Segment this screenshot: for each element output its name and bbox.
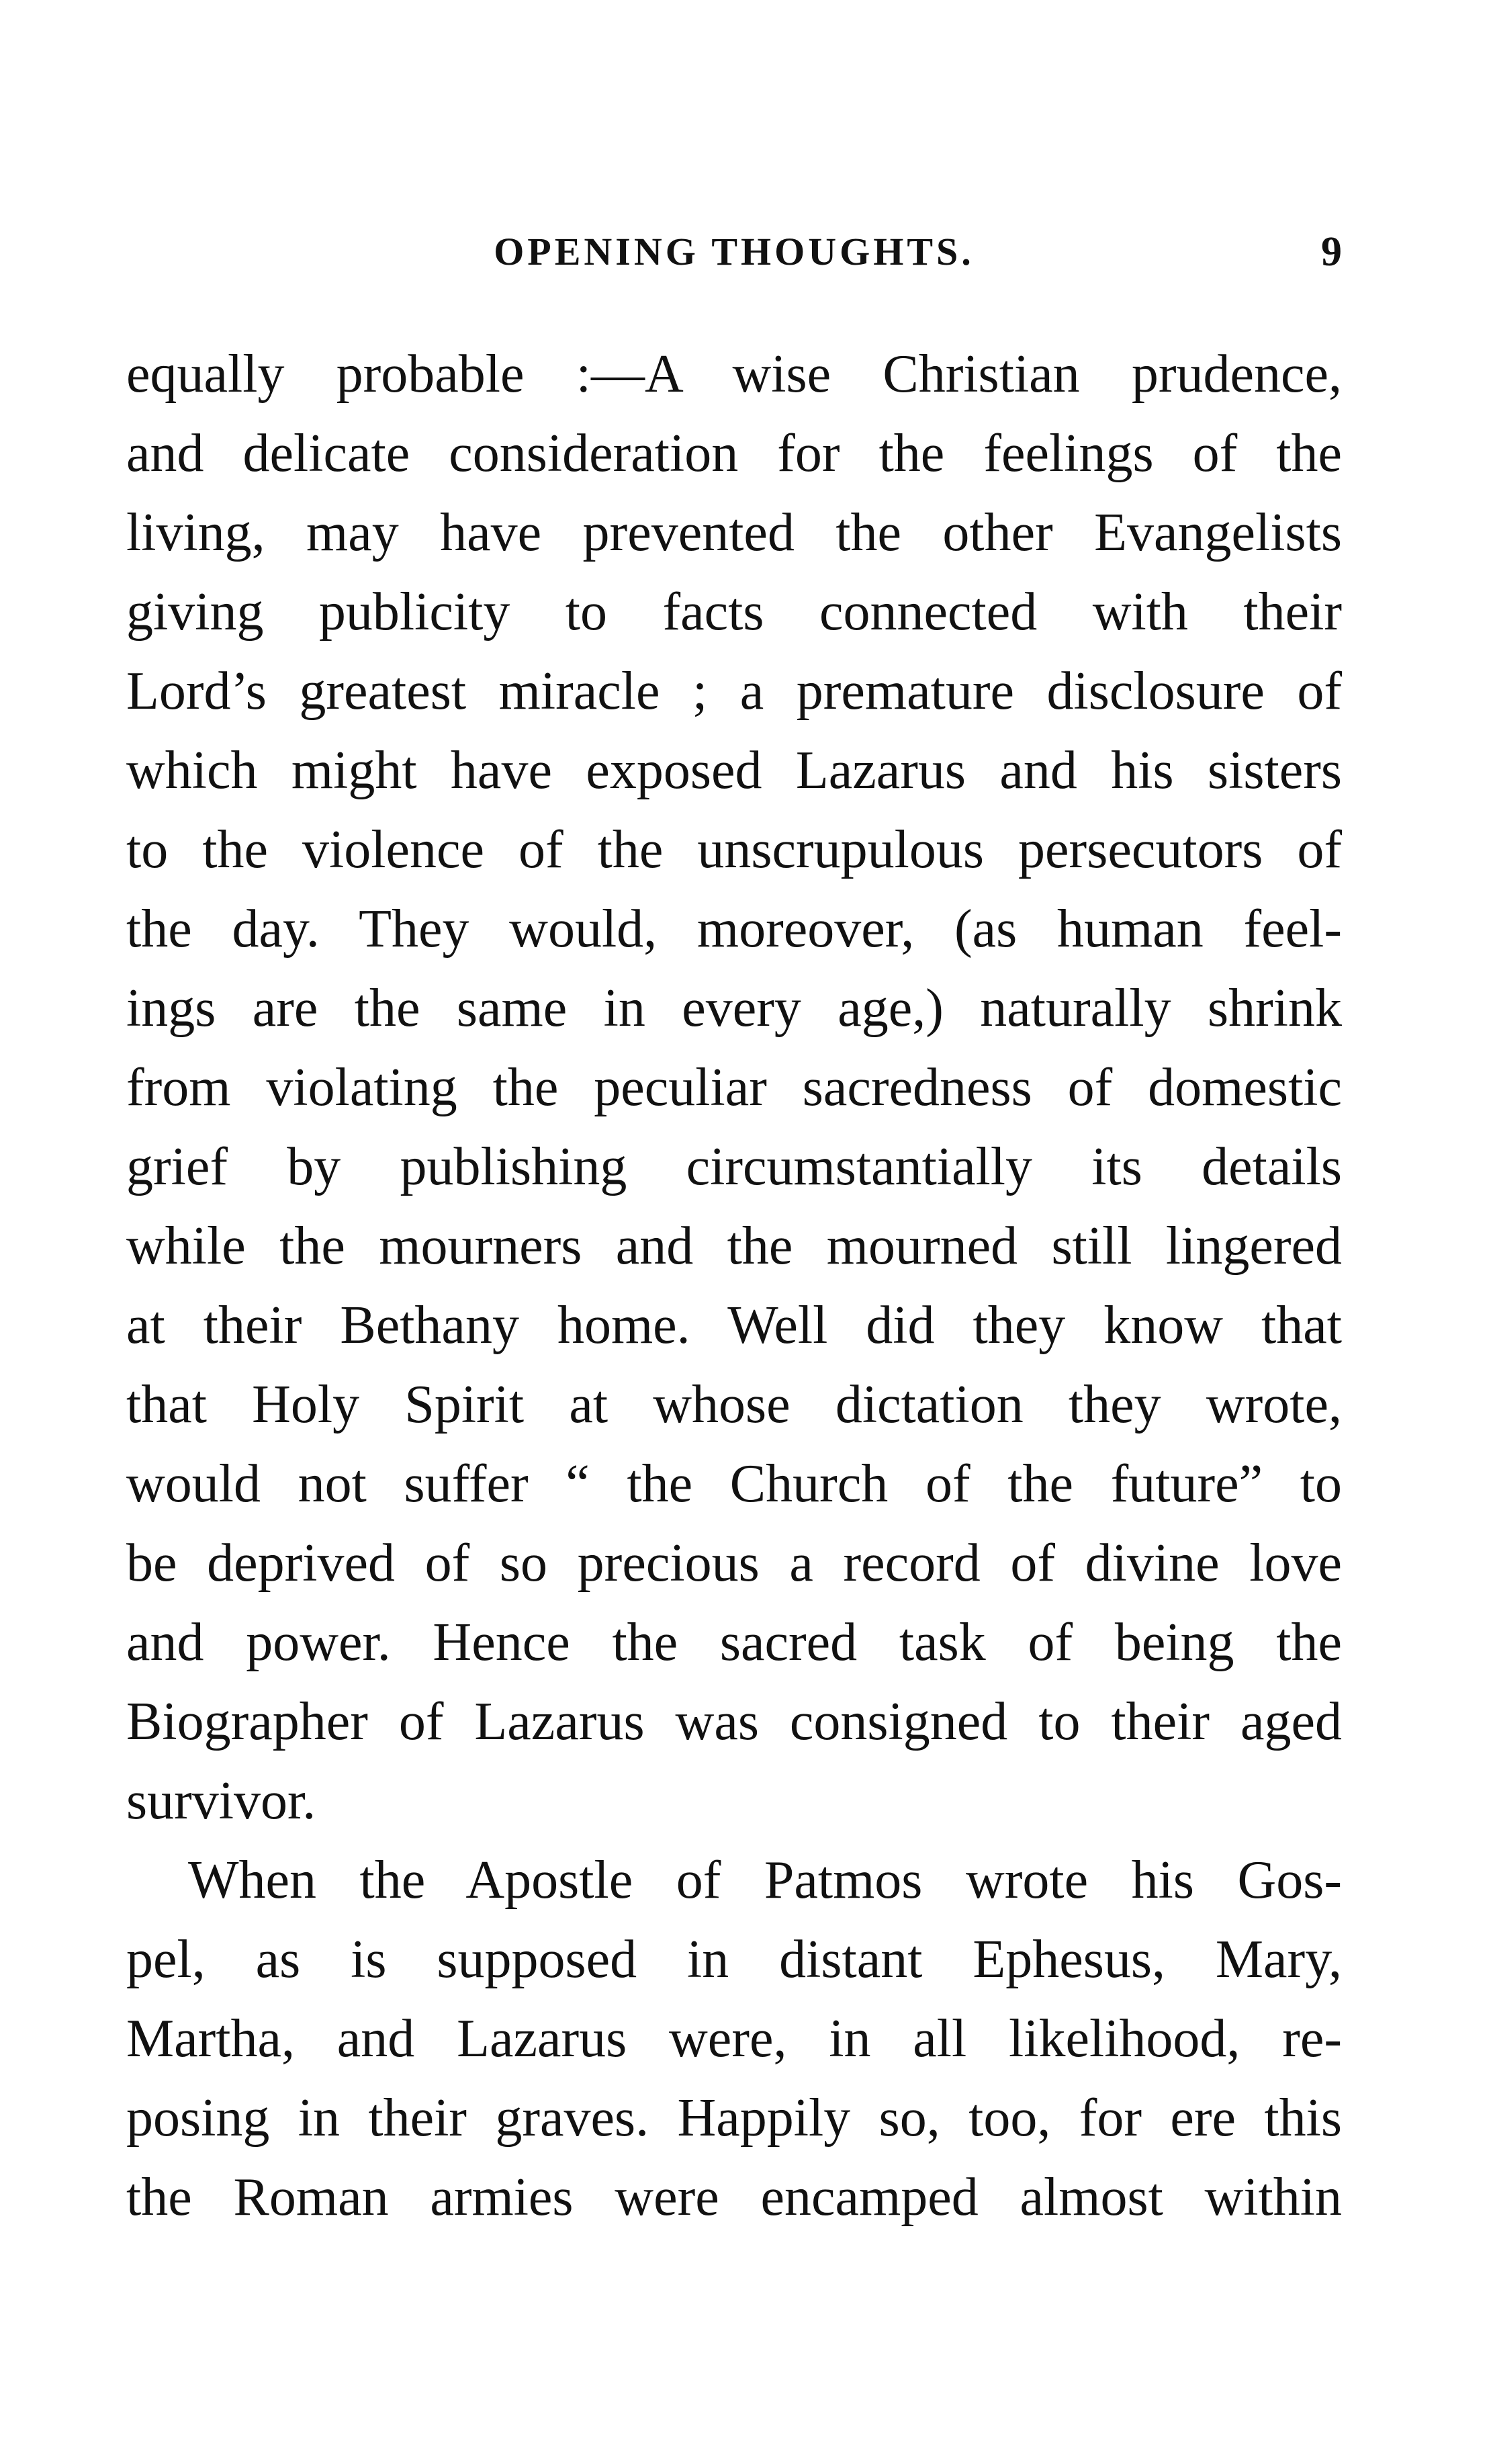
running-head bbox=[126, 222, 1342, 282]
text-line: ings are the same in every age,) naturally shrink bbox=[126, 979, 1342, 1038]
text-line: giving publicity to facts connected with their bbox=[126, 582, 1342, 642]
text-line: grief by publishing circumstantially its details bbox=[126, 1137, 1342, 1196]
text-line: Lord’s greatest miracle ; a premature disclosure of bbox=[126, 662, 1342, 721]
text-line: equally probable :—A wise Christian prudence, bbox=[126, 345, 1342, 404]
running-title: OPENING THOUGHTS. bbox=[494, 230, 975, 273]
text-line: the Roman armies were encamped almost within bbox=[126, 2168, 1342, 2227]
paragraph-2 bbox=[126, 1841, 1342, 2237]
text-line: that Holy Spirit at whose dictation they wrote, bbox=[126, 1375, 1342, 1434]
text-line: posing in their graves. Happily so, too, for ere this bbox=[126, 2088, 1342, 2148]
text-line: pel, as is supposed in distant Ephesus, Mary, bbox=[126, 1930, 1342, 1989]
text-line: which might have exposed Lazarus and his sisters bbox=[126, 741, 1342, 800]
text-line: to the violence of the unscrupulous persecutors of bbox=[126, 820, 1342, 879]
text-line: and delicate consideration for the feelings of the bbox=[126, 424, 1342, 483]
text-line: living, may have prevented the other Evangelists bbox=[126, 503, 1342, 562]
text-line: be deprived of so precious a record of divine love bbox=[126, 1534, 1342, 1593]
text-line: while the mourners and the mourned still lingered bbox=[126, 1217, 1342, 1276]
text-line: at their Bethany home. Well did they know that bbox=[126, 1296, 1342, 1355]
body-text bbox=[126, 335, 1342, 2237]
text-line: When the Apostle of Patmos wrote his Gos- bbox=[188, 1851, 1342, 1910]
text-line: from violating the peculiar sacredness of domestic bbox=[126, 1058, 1342, 1117]
text-line: the day. They would, moreover, (as human feel- bbox=[126, 899, 1342, 959]
text-line: would not suffer “ the Church of the future” to bbox=[126, 1454, 1342, 1513]
text-line: survivor. bbox=[126, 1771, 316, 1831]
page-number: 9 bbox=[1321, 229, 1342, 275]
text-line: and power. Hence the sacred task of being the bbox=[126, 1613, 1342, 1672]
text-line: Biographer of Lazarus was consigned to their aged bbox=[126, 1692, 1342, 1751]
paragraph-1 bbox=[126, 335, 1342, 1841]
text-line: Martha, and Lazarus were, in all likelihood, re- bbox=[126, 2009, 1342, 2068]
